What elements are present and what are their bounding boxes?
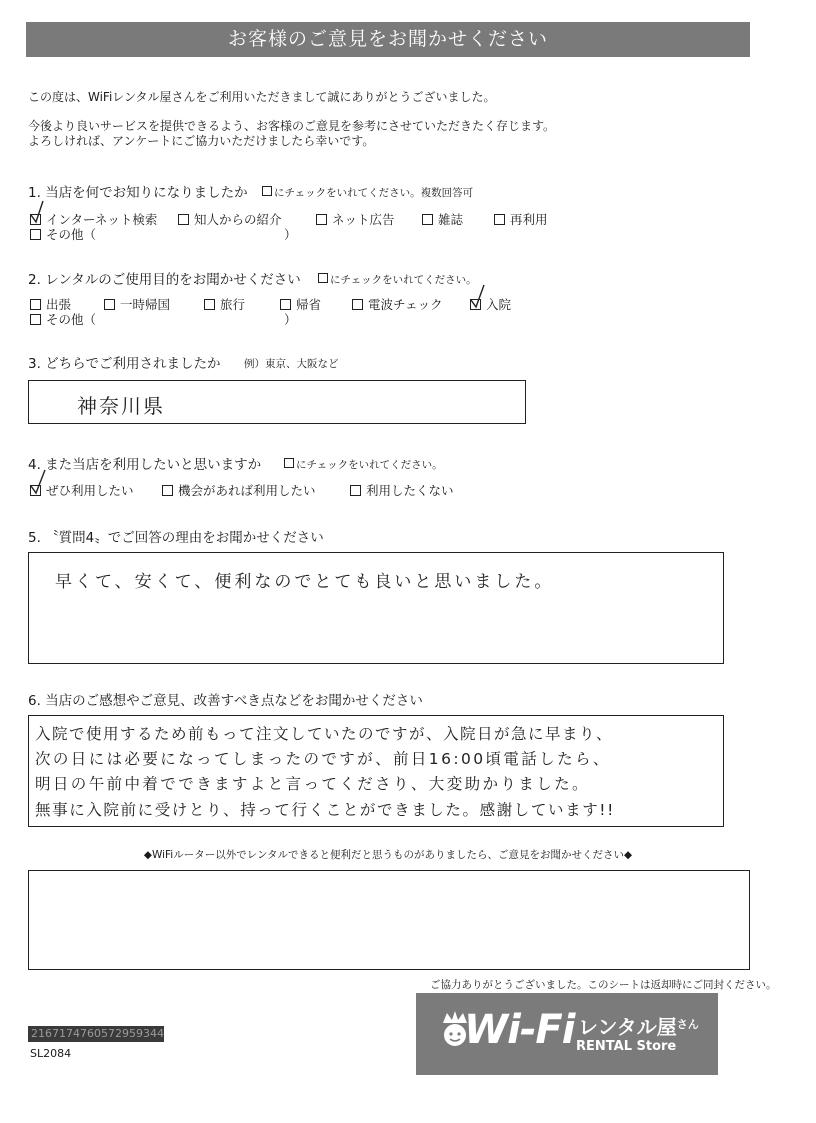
q1-note-text: にチェックをいれてください。複数回答可 [274, 187, 474, 199]
checkbox[interactable] [350, 485, 361, 496]
option-label: ぜひ利用したい [46, 483, 134, 498]
q2-other-close: ） [284, 312, 297, 327]
checkbox[interactable] [30, 229, 41, 240]
q2-title-text: レンタルのご使用目的をお聞かせください [45, 272, 301, 288]
q5-answer: 早くて、安くて、便利なのでとても良いと思いました。 [55, 572, 555, 592]
q3-title-text: どちらでご利用されましたか [45, 356, 221, 372]
q4-option-if-chance[interactable] [162, 481, 316, 499]
q1-option-other[interactable] [30, 225, 96, 243]
option-label: インターネット検索 [46, 212, 158, 227]
q7-title: ◆WiFiルーター以外でレンタルできると便利だと思うものがありましたら、ご意見をお聞かせください◆ [143, 849, 633, 861]
option-label: 帰省 [296, 297, 322, 312]
q6-answer-line: 次の日には必要になってしまったのですが、前日16:00頃電話したら、 [35, 750, 611, 768]
option-label: 再利用 [510, 212, 548, 227]
q2-option-travel[interactable] [204, 295, 245, 313]
q6-answer-line: 無事に入院前に受けとり、持って行くことができました。感謝しています!! [35, 801, 615, 819]
option-label: その他（ [46, 312, 97, 327]
logo-jp-text [578, 1011, 699, 1040]
checkbox[interactable] [104, 299, 115, 310]
q4-note-box [284, 458, 294, 468]
form-title: お客様のご意見をお聞かせください [26, 22, 750, 57]
q4-option-no[interactable] [350, 481, 454, 499]
q6-number: 6. [28, 693, 41, 709]
serial-number: SL2084 [30, 1047, 72, 1060]
q2-number: 2. [28, 272, 41, 288]
checkbox[interactable] [30, 299, 41, 310]
option-label: 出張 [46, 297, 72, 312]
q3-title [28, 352, 221, 372]
q5-title [28, 526, 324, 546]
q1-option-net-ad[interactable] [316, 210, 395, 228]
q2-option-hospitalization[interactable] [470, 295, 511, 313]
checkmark-icon [469, 282, 489, 310]
q2-option-signal-check[interactable] [352, 295, 443, 313]
q5-title-text: 〝質問4〟でご回答の理由をお聞かせください [45, 530, 324, 546]
checkbox[interactable] [316, 214, 327, 225]
barcode-sticker: 2167174760572959344 [28, 1026, 164, 1042]
logo-wifi-text: Wi-Fi [464, 1007, 575, 1053]
q2-note-text: にチェックをいれてください。 [330, 274, 477, 286]
checkbox[interactable] [494, 214, 505, 225]
checkbox[interactable] [422, 214, 433, 225]
q1-title [28, 181, 248, 201]
option-label: 機会があれば利用したい [178, 483, 316, 498]
q4-number: 4. [28, 457, 41, 473]
checkmark-icon [29, 468, 49, 496]
option-label: 一時帰国 [120, 297, 171, 312]
q3-example: 例）東京、大阪など [244, 358, 339, 370]
logo-jp-suffix: さん [676, 1018, 699, 1031]
q6-answer-line: 入院で使用するため前もって注文していたのですが、入院日が急に早まり、 [35, 725, 614, 743]
option-label: 電波チェック [368, 297, 443, 312]
q3-answer-box[interactable] [28, 380, 526, 424]
q4-title [28, 453, 261, 473]
footer-thanks: ご協力ありがとうございました。このシートは返却時にご同封ください。 [430, 979, 777, 991]
q4-title-text: また当店を利用したいと思いますか [45, 457, 262, 473]
q2-title [28, 268, 301, 288]
q1-number: 1. [28, 185, 41, 201]
q3-number: 3. [28, 356, 41, 372]
checkbox[interactable] [30, 214, 41, 225]
q2-note [318, 272, 477, 287]
q1-option-reuse[interactable] [494, 210, 548, 228]
logo-en-text: RENTAL Store [576, 1039, 677, 1054]
checkbox[interactable] [30, 485, 41, 496]
option-label: 入院 [486, 297, 512, 312]
q4-note-text: にチェックをいれてください。 [296, 459, 443, 471]
checkbox[interactable] [162, 485, 173, 496]
brand-logo [416, 993, 718, 1075]
q6-title-text: 当店のご感想やご意見、改善すべき点などをお聞かせください [45, 693, 423, 709]
checkbox[interactable] [470, 299, 481, 310]
checkbox[interactable] [30, 314, 41, 325]
intro-line-3: よろしければ、アンケートにご協力いただけましたら幸いです。 [28, 134, 375, 148]
checkbox[interactable] [178, 214, 189, 225]
checkbox[interactable] [352, 299, 363, 310]
q4-option-definitely[interactable] [30, 481, 134, 499]
checkbox[interactable] [280, 299, 291, 310]
q1-other-close: ） [284, 227, 297, 242]
q6-title [28, 689, 423, 709]
q4-note [284, 457, 443, 472]
option-label: 雑誌 [438, 212, 464, 227]
q2-note-box [318, 273, 328, 283]
q6-answer-box[interactable] [28, 715, 724, 827]
option-label: その他（ [46, 227, 97, 242]
q7-answer-box[interactable] [28, 870, 750, 970]
q2-option-other[interactable] [30, 310, 96, 328]
option-label: 旅行 [220, 297, 246, 312]
q1-title-text: 当店を何でお知りになりましたか [45, 185, 248, 201]
option-label: 知人からの紹介 [194, 212, 282, 227]
logo-jp-main: レンタル屋 [578, 1015, 677, 1039]
q1-note [262, 185, 473, 200]
q5-answer-box[interactable] [28, 552, 724, 664]
q2-option-temporary-return[interactable] [104, 295, 170, 313]
q1-option-referral[interactable] [178, 210, 282, 228]
q1-note-box [262, 186, 272, 196]
q3-answer: 神奈川県 [77, 394, 165, 418]
intro-line-1: この度は、WiFiレンタル屋さんをご利用いただきまして誠にありがとうございました。 [28, 90, 496, 104]
checkmark-icon [29, 197, 49, 225]
checkbox[interactable] [204, 299, 215, 310]
intro-line-2: 今後より良いサービスを提供できるよう、お客様のご意見を参考にさせていただきたく存じます。 [28, 119, 556, 133]
q6-answer-line: 明日の午前中着でできますよと言ってくださり、大変助かりました。 [35, 775, 590, 793]
q5-number: 5. [28, 530, 41, 546]
option-label: 利用したくない [366, 483, 454, 498]
option-label: ネット広告 [332, 212, 395, 227]
q1-option-magazine[interactable] [422, 210, 463, 228]
